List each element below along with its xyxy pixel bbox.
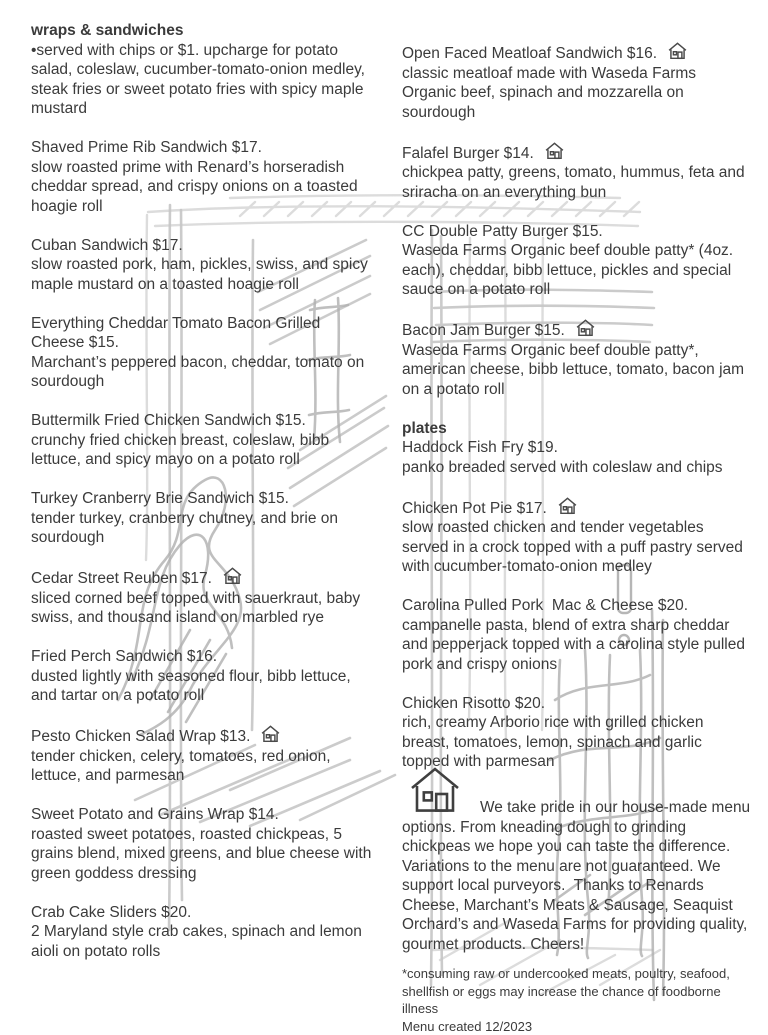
house-icon-large	[409, 762, 461, 818]
menu-column-left	[31, 21, 377, 981]
menu-item-description: slow roasted prime with Renard’s horseradish cheddar spread, and crispy onions on a toasted hoagie roll	[31, 158, 377, 217]
house-icon	[261, 725, 280, 743]
menu-item-title: CC Double Patty Burger $15.	[402, 223, 603, 240]
menu-item-description: rich, creamy Arborio rice with grilled chicken breast, tomatoes, lemon, spinach and garlic topped with parmesan	[402, 713, 752, 772]
menu-item-description: dusted lightly with seasoned flour, bibb lettuce, and tartar on a potato roll	[31, 667, 377, 706]
menu-item-title: Chicken Risotto $20.	[402, 695, 545, 712]
menu-item-title-line	[402, 497, 752, 519]
footer-disclaimer: *consuming raw or undercooked meats, poultry, seafood, shellfish or eggs may increase the chance of foodborne illness	[402, 965, 758, 1018]
menu-item-description: Waseda Farms Organic beef double patty*, american cheese, bibb lettuce, tomato, bacon jam on a potato roll	[402, 341, 752, 400]
house-icon	[558, 497, 577, 515]
menu-item-title-line	[31, 567, 377, 589]
menu-column-right	[402, 42, 752, 791]
section-note: •served with chips or $1. upcharge for potato salad, coleslaw, cucumber-tomato-onion medley, steak fries or sweet potato fries with spicy maple mustard	[31, 41, 377, 119]
menu-item	[402, 596, 752, 674]
menu-item-title-line	[402, 142, 752, 164]
menu-item-title: Turkey Cranberry Brie Sandwich $15.	[31, 490, 289, 507]
menu-item-description: Marchant’s peppered bacon, cheddar, tomato on sourdough	[31, 353, 377, 392]
menu-item	[402, 142, 752, 203]
house-icon	[223, 567, 242, 585]
menu-item-title: Bacon Jam Burger $15.	[402, 322, 565, 339]
menu-item-description: tender chicken, celery, tomatoes, red onion, lettuce, and parmesan	[31, 747, 377, 786]
menu-item-title-line	[31, 903, 377, 923]
menu-item	[31, 903, 377, 962]
menu-item-title-line	[31, 236, 377, 256]
menu-item-description: roasted sweet potatoes, roasted chickpeas, 5 grains blend, mixed greens, and blue cheese with green goddess dressing	[31, 825, 377, 884]
menu-item-title: Crab Cake Sliders $20.	[31, 904, 191, 921]
menu-item-title: Everything Cheddar Tomato Bacon Grilled Cheese $15.	[31, 315, 325, 352]
menu-item-description: slow roasted pork, ham, pickles, swiss, and spicy maple mustard on a toasted hoagie roll	[31, 255, 377, 294]
section-header: wraps & sandwiches	[31, 21, 377, 41]
menu-item-title-line	[402, 596, 752, 616]
menu-item	[402, 319, 752, 399]
menu-item-title-line	[31, 805, 377, 825]
menu-item-title: Shaved Prime Rib Sandwich $17.	[31, 139, 262, 156]
section-header: plates	[402, 419, 752, 439]
footer-created: Menu created 12/2023	[402, 1018, 758, 1035]
menu-item-description: slow roasted chicken and tender vegetables served in a crock topped with a puff pastry served with cucumber-tomato-onion medley	[402, 518, 752, 577]
menu-item	[402, 497, 752, 577]
menu-item-title-line	[402, 319, 752, 341]
menu-item-title: Haddock Fish Fry $19.	[402, 439, 558, 456]
menu-item-title-line	[402, 438, 752, 458]
menu-item-title-line	[31, 411, 377, 431]
menu-item-description: classic meatloaf made with Waseda Farms Organic beef, spinach and mozzarella on sourdough	[402, 64, 752, 123]
menu-item-description: campanelle pasta, blend of extra sharp cheddar and pepperjack topped with a carolina style pulled pork and crispy onions	[402, 616, 752, 675]
menu-item	[31, 647, 377, 706]
menu-item-title: Open Faced Meatloaf Sandwich $16.	[402, 45, 657, 62]
menu-item-title-line	[31, 647, 377, 667]
menu-item-title: Sweet Potato and Grains Wrap $14.	[31, 806, 279, 823]
menu-item-title-line	[31, 314, 377, 353]
menu-item-title-line	[31, 489, 377, 509]
menu-item	[31, 236, 377, 295]
menu-item-title-line	[402, 222, 752, 242]
menu-item	[402, 438, 752, 477]
footer-note	[402, 762, 758, 1035]
menu-item	[402, 694, 752, 772]
menu-item-description: chickpea patty, greens, tomato, hummus, feta and sriracha on an everything bun	[402, 163, 752, 202]
menu-item	[31, 138, 377, 216]
menu-item-description: sliced corned beef topped with sauerkraut, baby swiss, and thousand island on marbled rye	[31, 589, 377, 628]
menu-item-description: tender turkey, cranberry chutney, and brie on sourdough	[31, 509, 377, 548]
footer-blurb: We take pride in our house-made menu options. From kneading dough to grinding chickpeas we hope you can taste the difference. Variations to the menu are not guaranteed. We support local purveyors. Thanks to Renards Cheese, Marchant’s Meats & Sausage, Seaquist Orchard’s and Waseda Farms for providing quality, gourmet products. Cheers!	[402, 762, 758, 954]
menu-item-title: Falafel Burger $14.	[402, 145, 534, 162]
house-icon	[545, 142, 564, 160]
menu-item-title-line	[402, 42, 752, 64]
menu-item	[31, 411, 377, 470]
house-icon	[576, 319, 595, 337]
menu-item-title-line	[31, 138, 377, 158]
menu-item-description: 2 Maryland style crab cakes, spinach and lemon aioli on potato rolls	[31, 922, 377, 961]
menu-item	[31, 489, 377, 548]
menu-item	[402, 42, 752, 122]
menu-item-title: Fried Perch Sandwich $16.	[31, 648, 217, 665]
menu-item-title: Pesto Chicken Salad Wrap $13.	[31, 728, 250, 745]
house-icon	[668, 42, 687, 60]
menu-item	[31, 805, 377, 883]
menu-item-title: Chicken Pot Pie $17.	[402, 500, 547, 517]
menu-item	[402, 222, 752, 300]
menu-item-title: Buttermilk Fried Chicken Sandwich $15.	[31, 412, 306, 429]
menu-item	[31, 725, 377, 786]
menu-item-title: Cedar Street Reuben $17.	[31, 570, 212, 587]
menu-item-title: Carolina Pulled Pork Mac & Cheese $20.	[402, 597, 688, 614]
menu-item	[31, 567, 377, 628]
menu-item	[31, 314, 377, 392]
menu-item-description: crunchy fried chicken breast, coleslaw, bibb lettuce, and spicy mayo on a potato roll	[31, 431, 377, 470]
menu-item-description: Waseda Farms Organic beef double patty* (4oz. each), cheddar, bibb lettuce, pickles and special sauce on a potato roll	[402, 241, 752, 300]
menu-item-description: panko breaded served with coleslaw and chips	[402, 458, 752, 478]
menu-item-title-line	[31, 725, 377, 747]
menu-item-title: Cuban Sandwich $17.	[31, 237, 183, 254]
menu-item-title-line	[402, 694, 752, 714]
